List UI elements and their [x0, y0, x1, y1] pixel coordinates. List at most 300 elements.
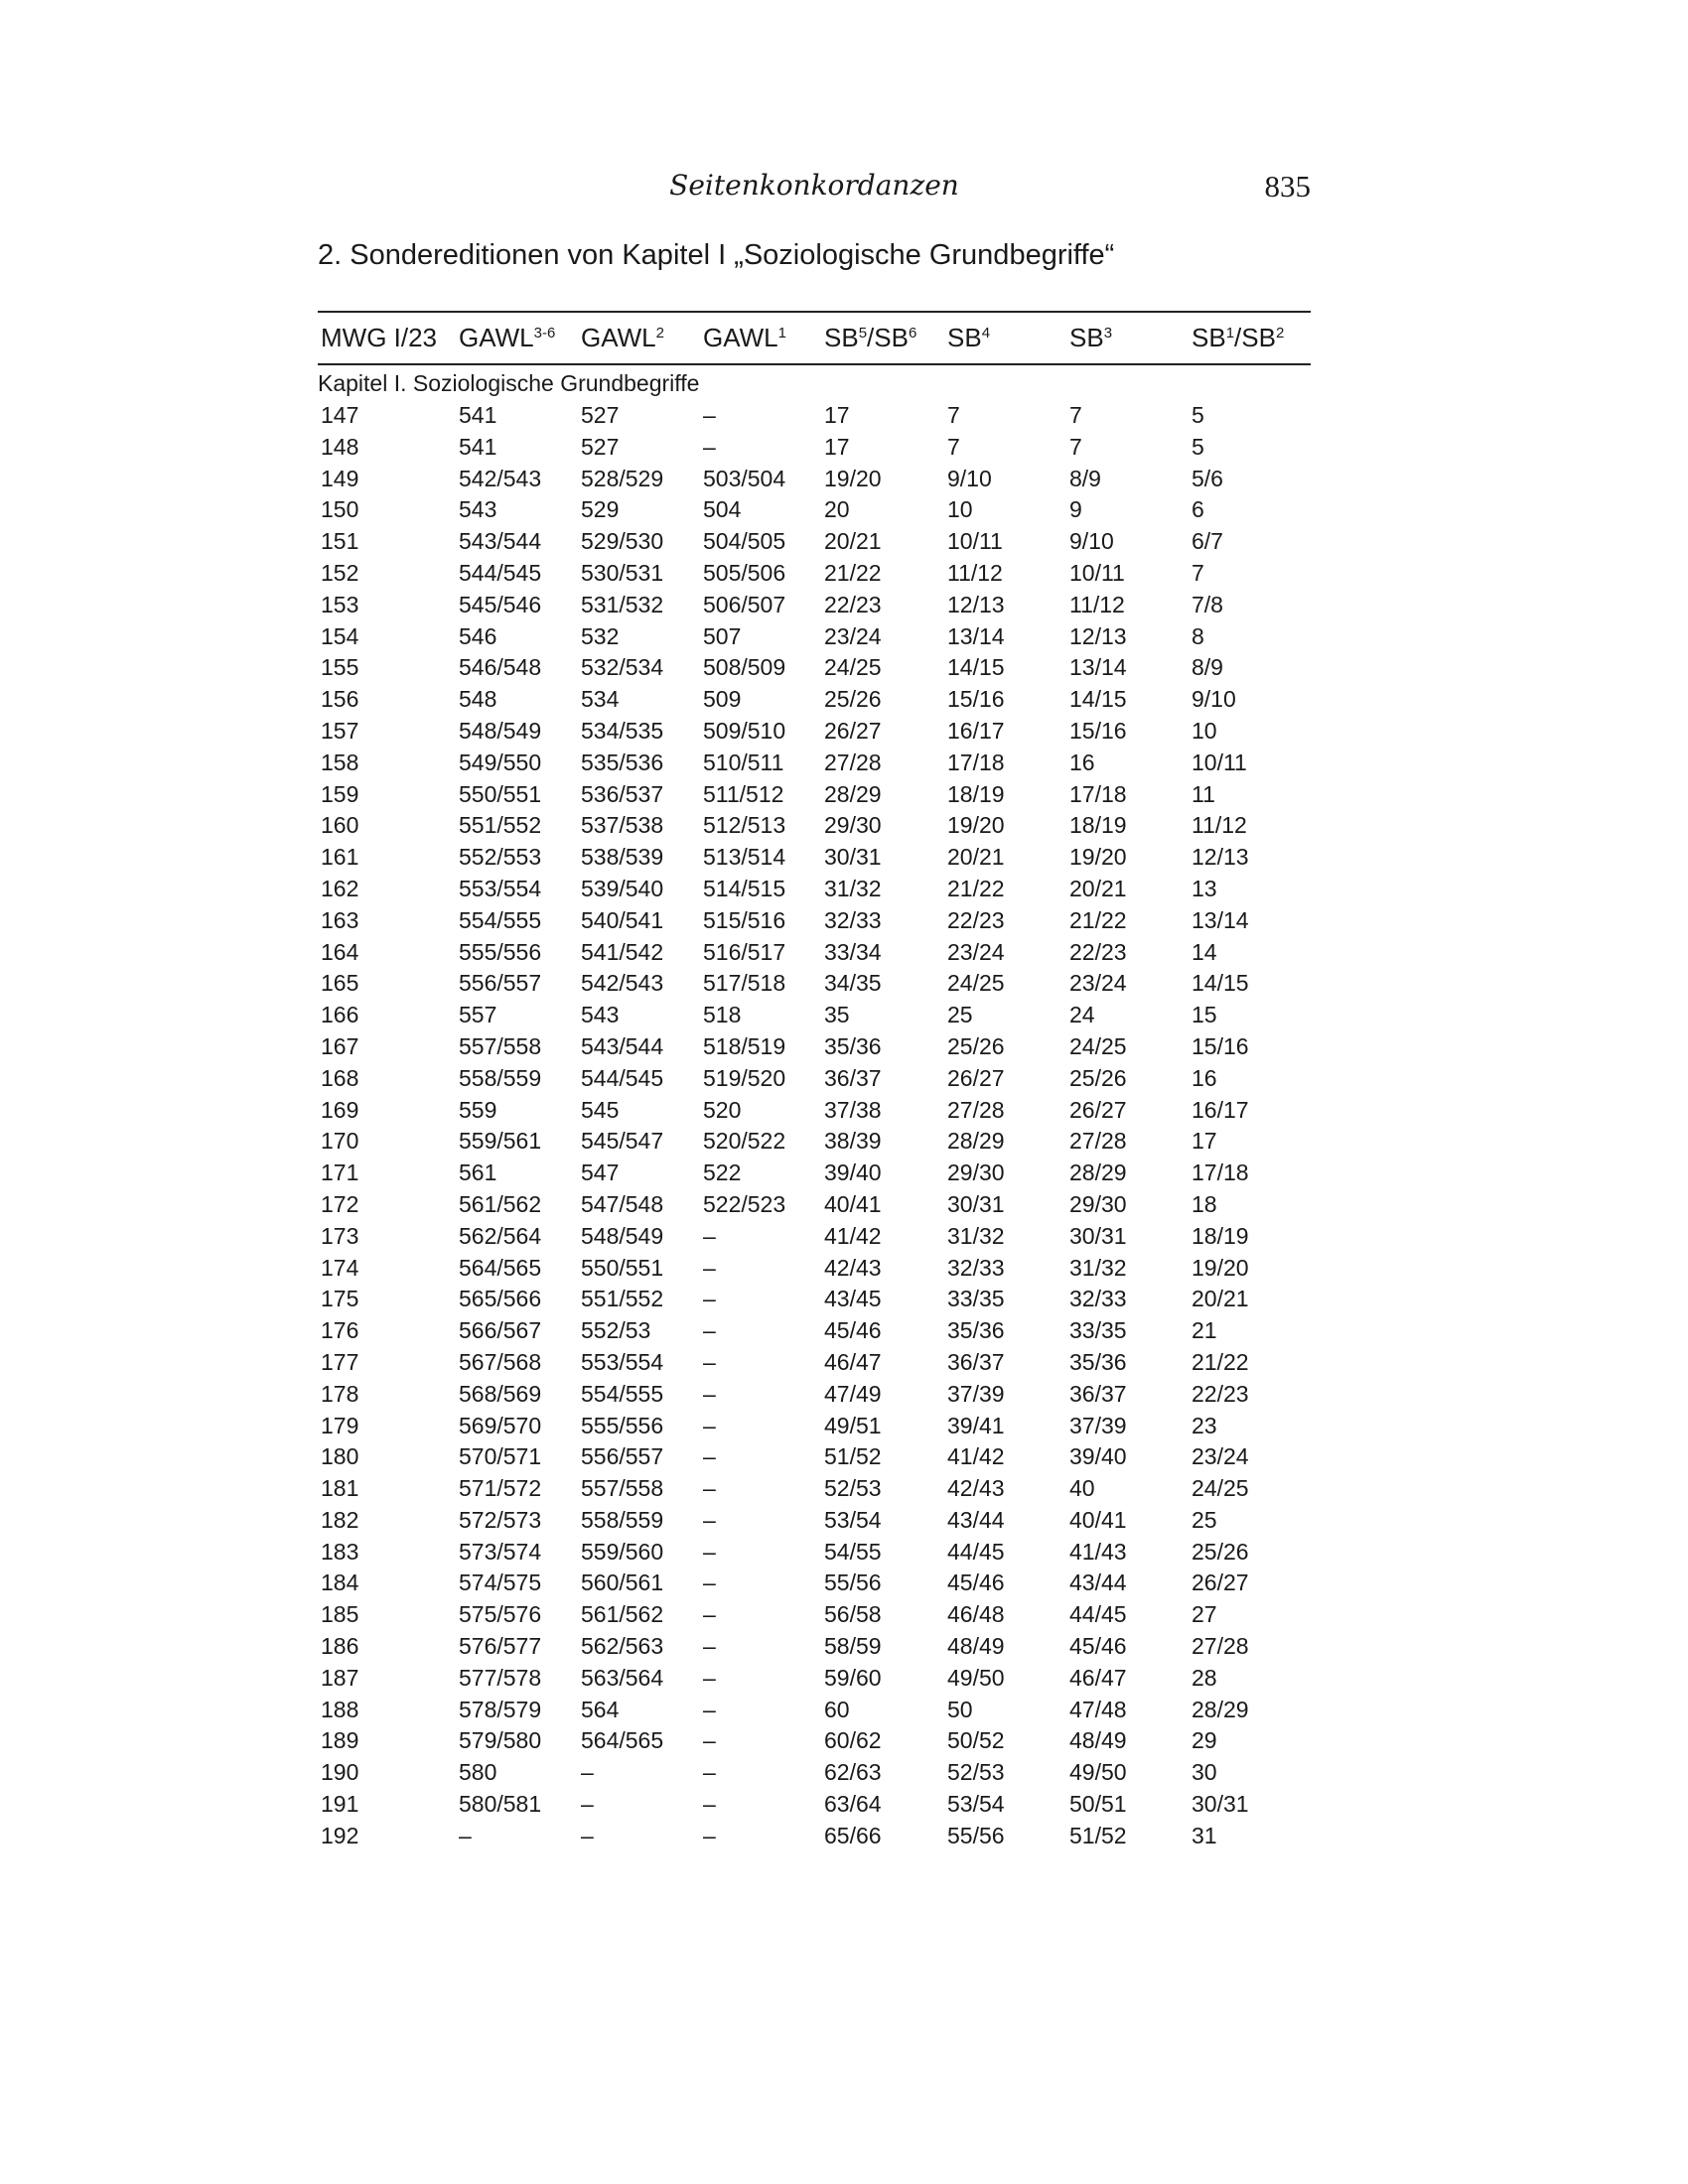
column-header — [1192, 324, 1284, 351]
table-cell: 53/54 — [824, 1506, 882, 1533]
column-header-superscript: 2 — [655, 325, 664, 341]
table-cell: 31/32 — [947, 1222, 1005, 1249]
table-cell: 27/28 — [1069, 1128, 1127, 1155]
table-row — [318, 1598, 1311, 1630]
table-cell: 51/52 — [1069, 1822, 1127, 1848]
table-cell: 148 — [321, 433, 359, 460]
table-cell: 579/580 — [459, 1727, 542, 1754]
table-cell: 147 — [321, 402, 359, 428]
running-head — [318, 169, 1311, 214]
table-cell: 17 — [1192, 1128, 1217, 1155]
table-cell: 35/36 — [1069, 1348, 1127, 1375]
table-cell: 183 — [321, 1538, 359, 1565]
table-cell: 24/25 — [824, 654, 882, 681]
table-cell: 543 — [459, 496, 497, 523]
table-cell: 573/574 — [459, 1538, 542, 1565]
table-cell: 572/573 — [459, 1506, 542, 1533]
table-cell: 559/561 — [459, 1128, 542, 1155]
table-row — [318, 1756, 1311, 1788]
table-cell: 564/565 — [581, 1727, 664, 1754]
table-row — [318, 809, 1311, 841]
table-cell: 561 — [459, 1160, 497, 1186]
table-cell: 22/23 — [1069, 938, 1127, 965]
table-cell: 29/30 — [1069, 1190, 1127, 1217]
table-cell: 510/511 — [703, 749, 784, 775]
table-cell: 42/43 — [824, 1254, 882, 1281]
table-cell: 47/48 — [1069, 1696, 1127, 1722]
table-cell: 513/514 — [703, 844, 786, 871]
table-cell: 17 — [824, 433, 850, 460]
table-cell: 177 — [321, 1348, 359, 1375]
table-row — [318, 873, 1311, 904]
table-cell: 16 — [1192, 1064, 1217, 1091]
table-cell: 171 — [321, 1160, 359, 1186]
table-cell: 10 — [947, 496, 973, 523]
table-cell: 520/522 — [703, 1128, 786, 1155]
table-cell: 527 — [581, 433, 620, 460]
table-row — [318, 1252, 1311, 1284]
table-cell: 42/43 — [947, 1475, 1005, 1502]
table-cell: 11/12 — [947, 559, 1003, 586]
table-cell: 28/29 — [947, 1128, 1005, 1155]
table-cell: 32/33 — [1069, 1286, 1127, 1312]
table-cell: 509 — [703, 686, 742, 713]
table-cell: 13/14 — [947, 622, 1005, 649]
table-cell: 558/559 — [459, 1064, 542, 1091]
table-cell: – — [703, 1570, 716, 1596]
column-header-text: GAWL — [703, 323, 778, 352]
table-cell: 17/18 — [1192, 1160, 1249, 1186]
table-cell: 13/14 — [1069, 654, 1127, 681]
column-header-text: GAWL — [459, 323, 534, 352]
table-cell: – — [703, 1727, 716, 1754]
table-cell: 13/14 — [1192, 906, 1249, 933]
table-row — [318, 841, 1311, 873]
table-cell: 541 — [459, 433, 497, 460]
table-cell: 27/28 — [824, 749, 882, 775]
table-cell: – — [703, 433, 716, 460]
table-cell: 29/30 — [824, 812, 882, 839]
column-header-text: MWG I/23 — [321, 323, 438, 352]
table-cell: 50 — [947, 1696, 973, 1722]
table-row — [318, 1694, 1311, 1725]
table-cell: 538/539 — [581, 844, 664, 871]
table-cell: 31/32 — [1069, 1254, 1127, 1281]
table-cell: 11/12 — [1069, 591, 1125, 617]
table-cell: 36/37 — [947, 1348, 1005, 1375]
table-row — [318, 1504, 1311, 1536]
table-cell: 7/8 — [1192, 591, 1223, 617]
table-cell: 10/11 — [1069, 559, 1125, 586]
table-cell: 548/549 — [581, 1222, 664, 1249]
table-cell: 39/40 — [824, 1160, 882, 1186]
table-cell: 580 — [459, 1759, 497, 1786]
table-cell: 19/20 — [1192, 1254, 1249, 1281]
table-cell: – — [581, 1791, 594, 1818]
table-cell: 16/17 — [947, 717, 1005, 744]
page-concordance-table — [318, 311, 1311, 1851]
table-row — [318, 1440, 1311, 1472]
table-cell: 554/555 — [581, 1380, 664, 1407]
table-cell: 545 — [581, 1096, 620, 1123]
table-cell: 49/51 — [824, 1412, 882, 1438]
table-cell: 188 — [321, 1696, 359, 1722]
table-cell: 25/26 — [824, 686, 882, 713]
table-cell: – — [703, 1348, 716, 1375]
table-row — [318, 557, 1311, 589]
table-cell: – — [703, 1286, 716, 1312]
table-cell: 542/543 — [581, 970, 664, 997]
table-cell: 508/509 — [703, 654, 786, 681]
table-cell: 19/20 — [824, 465, 882, 491]
table-cell: 555/556 — [581, 1412, 664, 1438]
table-row — [318, 1472, 1311, 1504]
table-row — [318, 651, 1311, 683]
table-cell: 13 — [1192, 875, 1217, 901]
table-cell: 30/31 — [947, 1190, 1005, 1217]
table-cell: 563/564 — [581, 1664, 664, 1691]
table-row — [318, 1062, 1311, 1094]
table-cell: 554/555 — [459, 906, 542, 933]
table-cell: 522 — [703, 1160, 742, 1186]
table-cell: 187 — [321, 1664, 359, 1691]
table-cell: 28/29 — [824, 780, 882, 807]
table-cell: 560/561 — [581, 1570, 664, 1596]
table-cell: 25 — [1192, 1506, 1217, 1533]
table-cell: 27/28 — [947, 1096, 1005, 1123]
column-header-superscript: 1 — [1225, 325, 1235, 341]
table-cell: 536/537 — [581, 780, 664, 807]
table-cell: 543/544 — [459, 528, 542, 555]
table-row — [318, 1410, 1311, 1441]
table-cell: 548 — [459, 686, 497, 713]
table-cell: 27 — [1192, 1601, 1217, 1628]
table-cell: 22/23 — [1192, 1380, 1249, 1407]
table-cell: 175 — [321, 1286, 359, 1312]
table-cell: 556/557 — [581, 1443, 664, 1470]
table-cell: 540/541 — [581, 906, 664, 933]
table-row — [318, 904, 1311, 936]
table-cell: 178 — [321, 1380, 359, 1407]
table-cell: 43/45 — [824, 1286, 882, 1312]
column-header-superscript: 5 — [858, 325, 868, 341]
table-cell: 150 — [321, 496, 359, 523]
table-cell: 185 — [321, 1601, 359, 1628]
table-cell: 180 — [321, 1443, 359, 1470]
table-cell: – — [703, 1538, 716, 1565]
table-cell: 22/23 — [947, 906, 1005, 933]
table-cell: 562/564 — [459, 1222, 542, 1249]
table-cell: 552/53 — [581, 1317, 651, 1344]
table-cell: – — [581, 1822, 594, 1848]
table-cell: 49/50 — [947, 1664, 1005, 1691]
table-cell: 12/13 — [1069, 622, 1127, 649]
table-cell: 12/13 — [947, 591, 1005, 617]
table-row — [318, 1630, 1311, 1662]
table-cell: 541 — [459, 402, 497, 428]
table-row — [318, 1378, 1311, 1410]
table-cell: 153 — [321, 591, 359, 617]
table-cell: 8/9 — [1192, 654, 1223, 681]
table-cell: 553/554 — [581, 1348, 664, 1375]
table-cell: 17 — [824, 402, 850, 428]
table-cell: 509/510 — [703, 717, 786, 744]
table-cell: 174 — [321, 1254, 359, 1281]
table-cell: 26/27 — [1069, 1096, 1127, 1123]
table-cell: 562/563 — [581, 1633, 664, 1660]
table-cell: 21/22 — [824, 559, 882, 586]
table-cell: 159 — [321, 780, 359, 807]
table-row — [318, 747, 1311, 778]
table-row — [318, 1662, 1311, 1694]
column-header-superscript: 3 — [1103, 325, 1113, 341]
column-header — [1069, 324, 1112, 351]
table-cell: 22/23 — [824, 591, 882, 617]
column-header-text: /SB — [1234, 323, 1276, 352]
table-cell: 557/558 — [459, 1032, 542, 1059]
table-cell: 515/516 — [703, 906, 786, 933]
table-row — [318, 1125, 1311, 1157]
table-row — [318, 589, 1311, 620]
table-cell: 575/576 — [459, 1601, 542, 1628]
table-cell: 45/46 — [947, 1570, 1005, 1596]
table-cell: 564/565 — [459, 1254, 542, 1281]
table-cell: 30 — [1192, 1759, 1217, 1786]
table-cell: 59/60 — [824, 1664, 882, 1691]
table-row — [318, 493, 1311, 525]
table-cell: 6 — [1192, 496, 1204, 523]
table-cell: 561/562 — [581, 1601, 664, 1628]
table-cell: – — [703, 1601, 716, 1628]
table-cell: – — [703, 1791, 716, 1818]
table-row — [318, 1157, 1311, 1188]
table-cell: 578/579 — [459, 1696, 542, 1722]
table-cell: 55/56 — [824, 1570, 882, 1596]
table-cell: 167 — [321, 1032, 359, 1059]
table-cell: 15/16 — [947, 686, 1005, 713]
table-cell: – — [703, 1506, 716, 1533]
table-cell: 37/38 — [824, 1096, 882, 1123]
table-cell: 30/31 — [1069, 1222, 1127, 1249]
table-cell: 25/26 — [1192, 1538, 1249, 1565]
running-title: Seitenkonkordanzen — [669, 169, 959, 202]
table-cell: 41/42 — [947, 1443, 1005, 1470]
table-cell: 507 — [703, 622, 742, 649]
table-cell: 20/21 — [824, 528, 882, 555]
table-cell: 534 — [581, 686, 620, 713]
table-cell: 50/52 — [947, 1727, 1005, 1754]
table-cell: 19/20 — [1069, 844, 1127, 871]
table-cell: 179 — [321, 1412, 359, 1438]
table-cell: 33/35 — [947, 1286, 1005, 1312]
table-cell: 60 — [824, 1696, 850, 1722]
table-cell: 550/551 — [581, 1254, 664, 1281]
table-cell: 10/11 — [1192, 749, 1247, 775]
table-row — [318, 1536, 1311, 1568]
table-cell: 157 — [321, 717, 359, 744]
table-cell: 41/43 — [1069, 1538, 1127, 1565]
table-cell: 5 — [1192, 433, 1204, 460]
table-cell: 10/11 — [947, 528, 1003, 555]
table-cell: – — [703, 1822, 716, 1848]
table-cell: 566/567 — [459, 1317, 542, 1344]
table-subheading-row — [318, 365, 1311, 399]
table-cell: 149 — [321, 465, 359, 491]
table-cell: 504/505 — [703, 528, 786, 555]
table-cell: 546 — [459, 622, 497, 649]
table-cell: 14 — [1192, 938, 1217, 965]
table-cell: 37/39 — [1069, 1412, 1127, 1438]
table-cell: 28/29 — [1069, 1160, 1127, 1186]
table-cell: 550/551 — [459, 780, 542, 807]
table-cell: 46/47 — [824, 1348, 882, 1375]
table-cell: – — [703, 1222, 716, 1249]
table-cell: 152 — [321, 559, 359, 586]
table-cell: 517/518 — [703, 970, 786, 997]
table-cell: 62/63 — [824, 1759, 882, 1786]
table-row — [318, 1724, 1311, 1756]
table-cell: 17/18 — [947, 749, 1005, 775]
table-cell: 530/531 — [581, 559, 664, 586]
table-cell: 44/45 — [947, 1538, 1005, 1565]
table-cell: 519/520 — [703, 1064, 786, 1091]
table-cell: 169 — [321, 1096, 359, 1123]
table-cell: 190 — [321, 1759, 359, 1786]
table-row — [318, 999, 1311, 1030]
table-header-row — [318, 313, 1311, 363]
table-cell: 56/58 — [824, 1601, 882, 1628]
table-cell: 32/33 — [824, 906, 882, 933]
column-header — [703, 324, 786, 351]
table-cell: 529 — [581, 496, 620, 523]
table-cell: 552/553 — [459, 844, 542, 871]
table-cell: 571/572 — [459, 1475, 542, 1502]
column-header — [824, 324, 916, 351]
table-cell: – — [703, 1254, 716, 1281]
column-header-superscript: 4 — [981, 325, 991, 341]
table-cell: 547 — [581, 1160, 620, 1186]
table-cell: 531/532 — [581, 591, 664, 617]
table-cell: – — [703, 1317, 716, 1344]
table-cell: 39/41 — [947, 1412, 1005, 1438]
table-cell: 539/540 — [581, 875, 664, 901]
table-cell: 65/66 — [824, 1822, 882, 1848]
column-header-text: SB — [947, 323, 982, 352]
table-cell: 527 — [581, 402, 620, 428]
column-header-text: GAWL — [581, 323, 656, 352]
table-cell: 28 — [1192, 1664, 1217, 1691]
table-cell: 154 — [321, 622, 359, 649]
table-row — [318, 715, 1311, 747]
table-cell: 30/31 — [1192, 1791, 1249, 1818]
table-cell: 9/10 — [1069, 528, 1114, 555]
table-cell: 43/44 — [947, 1506, 1005, 1533]
table-cell: 548/549 — [459, 717, 542, 744]
table-row — [318, 1188, 1311, 1220]
table-cell: – — [703, 1443, 716, 1470]
column-header-superscript: 3-6 — [533, 325, 556, 341]
table-cell: 33/34 — [824, 938, 882, 965]
table-cell: 545/547 — [581, 1128, 664, 1155]
table-cell: 55/56 — [947, 1822, 1005, 1848]
table-cell: 557 — [459, 1002, 497, 1028]
table-cell: 45/46 — [1069, 1633, 1127, 1660]
table-cell: 23/24 — [947, 938, 1005, 965]
table-cell: 534/535 — [581, 717, 664, 744]
table-cell: 7 — [1192, 559, 1204, 586]
table-cell: 189 — [321, 1727, 359, 1754]
column-header-text: /SB — [867, 323, 909, 352]
table-cell: 182 — [321, 1506, 359, 1533]
table-cell: – — [703, 1475, 716, 1502]
table-cell: 25 — [947, 1002, 973, 1028]
table-cell: 164 — [321, 938, 359, 965]
table-cell: 21 — [1192, 1317, 1217, 1344]
table-cell: 9 — [1069, 496, 1082, 523]
page-number: 835 — [1264, 169, 1311, 204]
table-cell: 541/542 — [581, 938, 664, 965]
table-cell: 31/32 — [824, 875, 882, 901]
table-row — [318, 778, 1311, 810]
table-cell: 580/581 — [459, 1791, 542, 1818]
table-row — [318, 967, 1311, 999]
table-row — [318, 1094, 1311, 1126]
table-row — [318, 1820, 1311, 1851]
table-cell: 15/16 — [1192, 1032, 1249, 1059]
table-cell: 30/31 — [824, 844, 882, 871]
table-cell: 503/504 — [703, 465, 786, 491]
table-cell: 49/50 — [1069, 1759, 1127, 1786]
table-cell: 25/26 — [947, 1032, 1005, 1059]
table-cell: 543/544 — [581, 1032, 664, 1059]
table-cell: 544/545 — [459, 559, 542, 586]
table-cell: 551/552 — [459, 812, 542, 839]
table-cell: 7 — [947, 433, 960, 460]
table-cell: 18 — [1192, 1190, 1217, 1217]
table-cell: 542/543 — [459, 465, 542, 491]
table-cell: 16/17 — [1192, 1096, 1249, 1123]
table-cell: 186 — [321, 1633, 359, 1660]
table-cell: 25/26 — [1069, 1064, 1127, 1091]
table-cell: 512/513 — [703, 812, 786, 839]
table-cell: 570/571 — [459, 1443, 542, 1470]
table-row — [318, 399, 1311, 431]
column-header — [947, 324, 990, 351]
table-cell: 31 — [1192, 1822, 1217, 1848]
table-cell: 547/548 — [581, 1190, 664, 1217]
table-cell: 20/21 — [947, 844, 1005, 871]
table-cell: 529/530 — [581, 528, 664, 555]
table-cell: 506/507 — [703, 591, 786, 617]
table-cell: 522/523 — [703, 1190, 786, 1217]
table-cell: – — [703, 1664, 716, 1691]
table-cell: 24/25 — [1069, 1032, 1127, 1059]
table-cell: 172 — [321, 1190, 359, 1217]
table-cell: 7 — [1069, 402, 1082, 428]
table-cell: 170 — [321, 1128, 359, 1155]
table-cell: 40/41 — [824, 1190, 882, 1217]
table-cell: 60/62 — [824, 1727, 882, 1754]
table-cell: 568/569 — [459, 1380, 542, 1407]
column-header-superscript: 6 — [908, 325, 917, 341]
table-cell: 14/15 — [1069, 686, 1127, 713]
table-cell: 51/52 — [824, 1443, 882, 1470]
table-cell: 181 — [321, 1475, 359, 1502]
table-cell: 15/16 — [1069, 717, 1127, 744]
table-cell: 504 — [703, 496, 742, 523]
table-cell: 569/570 — [459, 1412, 542, 1438]
table-cell: 543 — [581, 1002, 620, 1028]
